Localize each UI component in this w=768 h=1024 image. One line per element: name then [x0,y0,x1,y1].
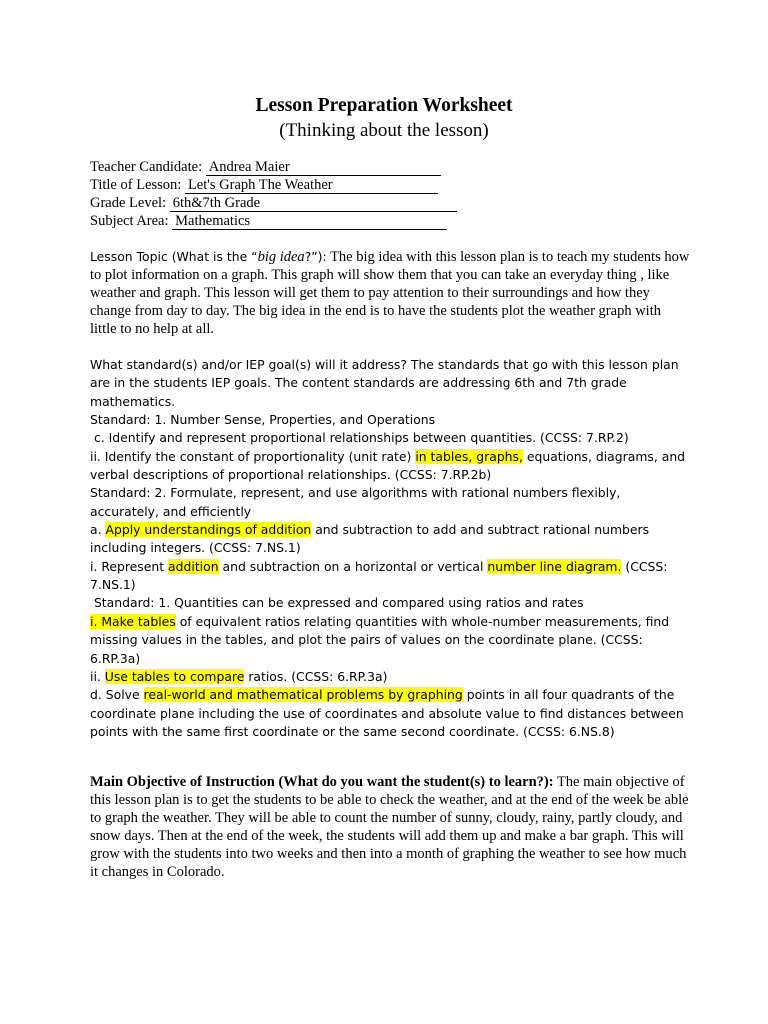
highlight: i. Make tables [90,613,176,629]
standard-2-a: a. Apply understandings of addition and subtraction to add and subtract rational numbers including integers. (CCSS: 7.NS.1) [90,522,650,556]
standards-intro: What standard(s) and/or IEP goal(s) will it address? The standards that go with this lesson plan are in the students IEP goals. The content standards are addressing 6th and 7th grade mathematics. [90,357,679,409]
highlight: real-world and mathematical problems by graphing [143,687,463,703]
standard-ratios-heading: Standard: 1. Quantities can be expressed and compared using ratios and rates [90,595,584,611]
lesson-title-line [90,176,438,194]
standard-1-ii: ii. Identify the constant of proportionality (unit rate) in tables, graphs, equations, diagrams, and verbal descriptions of proportional relationships. (CCSS: 7.RP.2b) [90,448,686,483]
teacher-value: Andrea Maier [206,159,441,176]
grade-level-value: 6th&7th Grade [170,195,457,212]
lesson-title-value: Let's Graph The Weather [185,177,438,194]
standard-ratios-d: d. Solve real-world and mathematical problems by graphing points in all four quadrants of the coordinate plane including the use of coordinates and absolute value to find distances between points with the same first coordinate or the same second coordinate. (CCSS: 6.NS.8) [90,687,684,739]
document-subtitle: (Thinking about the lesson) [279,120,489,141]
subject-area-line [90,212,447,230]
lesson-topic-label: Lesson Topic (What is the “big idea?”): [90,249,327,265]
main-objective-text: The main objective of this lesson plan is to get the students to be able to check the weather, and at the end of the week be able to graph the weather. They will be able to count the number of sunny, cloudy, rainy, partly cloudy, and snow days. Then at the end of the week, the students will add them up and make a bar graph. This will grow with the students into two weeks and then into a month of graphing the weather to see how much it changes in Colorado. [90,774,689,880]
main-objective-label: Main Objective of Instruction (What do you want the student(s) to learn?): [90,774,554,790]
standard-ratios-i: i. Make tables of equivalent ratios relating quantities with whole-number measurements, find missing values in the tables, and plot the pairs of values on the coordinate plane. (CCSS: 6.RP.3a) [90,613,670,666]
grade-level-line [90,194,457,212]
standard-1-c: c. Identify and represent proportional relationships between quantities. (CCSS: 7.RP.2) [90,430,629,446]
standard-2-i: i. Represent addition and subtraction on a horizontal or vertical number line diagram. (CCSS: 7.NS.1) [90,558,668,593]
standard-1-heading: Standard: 1. Number Sense, Properties, and Operations [90,412,436,428]
document-title: Lesson Preparation Worksheet [255,95,513,116]
highlight: addition [168,558,219,574]
standard-2-heading: Standard: 2. Formulate, represent, and use algorithms with rational numbers flexibly, accurately, and efficiently [90,485,621,519]
lesson-topic-section [90,248,690,338]
highlight: Apply understandings of addition [105,522,312,538]
subject-area-value: Mathematics [172,213,447,230]
grade-level-label: Grade Level: [90,195,167,211]
subject-area-label: Subject Area: [90,213,169,229]
main-objective-section [90,773,690,881]
lesson-topic-text: The big idea with this lesson plan is to teach my students how to plot information on a graph. This graph will show them that you can take an everyday thing , like weather and graph. This lesson will get them to pay attention to their surroundings and how they change from day to day. The big idea in the end is to have the students plot the weather graph with little to no help at all. [90,249,690,337]
highlight: Use tables to compare [104,668,245,684]
standard-ratios-ii: ii. Use tables to compare ratios. (CCSS: 6.RP.3a) [90,668,388,684]
highlight: in tables, graphs, [415,448,523,464]
teacher-label: Teacher Candidate: [90,159,203,175]
lesson-title-label: Title of Lesson: [90,177,182,193]
teacher-line [90,158,441,176]
title-block [0,94,768,144]
standards-section [90,356,690,741]
highlight: number line diagram. [487,558,622,574]
